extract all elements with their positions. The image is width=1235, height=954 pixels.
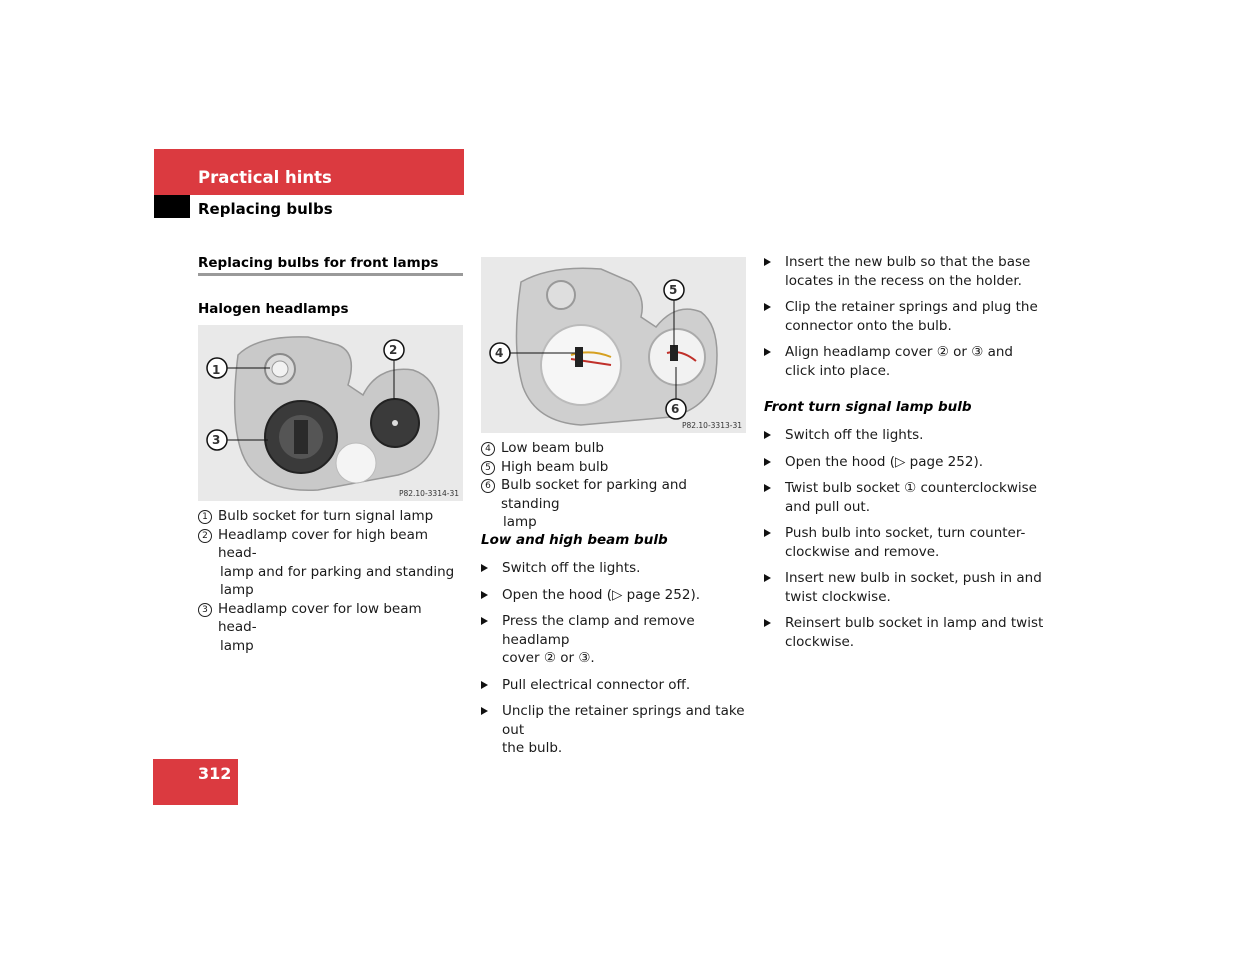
bullet-arrow-icon [481,707,488,715]
bullet-arrow-icon [764,458,771,466]
title-rule [198,273,463,276]
step-text: clockwise and remove. [785,543,940,560]
legend-item [481,439,746,458]
low-high-beam-heading: Low and high beam bulb [481,532,668,548]
bulb-install-steps [764,253,1044,388]
step-text: Insert new bulb in socket, push in and [785,570,1042,586]
figure-halogen-headlamp [198,325,463,501]
callout-4-label: 4 [495,346,504,360]
legend-item [198,600,463,637]
legend-number: 5 [481,461,495,475]
step-text: clockwise. [785,633,855,650]
legend-continuation [198,581,463,600]
legend-item [481,458,746,477]
bullet-arrow-icon [481,591,488,599]
step-item [764,453,1044,472]
legend-continuation [481,513,746,532]
step-text: Twist bulb socket ① counterclockwise [785,480,1037,496]
callout-3-label: 3 [212,433,221,447]
step-item [481,612,751,668]
step-text: Insert the new bulb so that the base [785,254,1031,270]
bullet-arrow-icon [481,564,488,572]
bullet-arrow-icon [481,681,488,689]
step-item [764,426,1044,445]
step-item [764,298,1044,335]
legend-text: Bulb socket for parking and standing [501,477,688,512]
step-text: locates in the recess on the holder. [785,272,1022,289]
legend-text: Low beam bulb [501,440,604,456]
subsection-title: Replacing bulbs [198,200,333,218]
figure-code: P82.10-3313-31 [681,421,742,430]
low-high-beam-steps [481,559,751,766]
legend-item [198,526,463,563]
step-item [481,676,751,695]
step-item [764,524,1044,561]
step-text: Reinsert bulb socket in lamp and twist [785,615,1044,631]
legend-number: 1 [198,510,212,524]
step-item [481,559,751,578]
bullet-arrow-icon [481,617,488,625]
figure-bulb-positions [481,257,746,433]
step-text: Align headlamp cover ② or ③ and [785,344,1013,360]
bulb-illustration [481,257,746,433]
turn-signal-heading: Front turn signal lamp bulb [764,399,972,415]
step-text: Pull electrical connector off. [502,676,691,693]
legend-text: lamp [503,514,537,530]
legend-text: High beam bulb [501,458,609,475]
bullet-arrow-icon [764,303,771,311]
step-text: cover ② or ③. [502,650,595,666]
bullet-arrow-icon [764,619,771,627]
step-text: Open the hood (▷ page 252). [502,586,701,603]
callout-2-label: 2 [389,343,398,357]
callout-6-label: 6 [671,402,680,416]
legend-item [481,476,746,513]
section-marker [154,195,190,218]
legend-number: 4 [481,442,495,456]
bullet-arrow-icon [764,529,771,537]
figure-code: P82.10-3314-31 [398,489,459,498]
legend-halogen [198,507,463,655]
step-text: twist clockwise. [785,588,891,605]
bullet-arrow-icon [764,431,771,439]
bullet-arrow-icon [764,258,771,266]
step-item [764,569,1044,606]
callout-1-label: 1 [212,363,221,377]
step-text: Unclip the retainer springs and take out [502,703,745,738]
legend-bulbs [481,439,746,532]
step-text: Open the hood (▷ page 252). [785,453,984,470]
step-item [764,614,1044,651]
bullet-arrow-icon [764,574,771,582]
turn-signal-steps [764,426,1044,659]
legend-item [198,507,463,526]
bullet-arrow-icon [764,484,771,492]
step-item [481,586,751,605]
step-text: Push bulb into socket, turn counter- [785,525,1026,541]
step-text: the bulb. [502,740,563,756]
legend-number: 6 [481,479,495,493]
column1-title: Replacing bulbs for front lamps [198,255,439,271]
section-title: Practical hints [198,168,332,187]
step-text: click into place. [785,362,891,379]
step-item [764,343,1044,380]
legend-text: Headlamp cover for high beam head- [218,526,429,561]
legend-text: lamp and for parking and standing [220,563,455,580]
legend-text: Headlamp cover for low beam head- [218,600,422,635]
step-item [481,702,751,758]
page-number: 312 [198,764,232,783]
legend-text: lamp [220,582,254,598]
step-item [764,253,1044,290]
halogen-subtitle: Halogen headlamps [198,301,349,317]
step-text: Switch off the lights. [502,560,641,576]
step-text: Clip the retainer springs and plug the [785,299,1038,315]
headlamp-illustration [198,325,463,501]
callout-5-label: 5 [669,283,678,297]
step-text: Switch off the lights. [785,427,924,443]
step-text: Press the clamp and remove headlamp [502,613,695,648]
step-text: connector onto the bulb. [785,317,952,334]
legend-continuation [198,637,463,656]
legend-number: 3 [198,603,212,617]
legend-text: Bulb socket for turn signal lamp [218,508,434,524]
bullet-arrow-icon [764,348,771,356]
legend-continuation [198,563,463,582]
step-text: and pull out. [785,498,871,515]
step-item [764,479,1044,516]
legend-number: 2 [198,529,212,543]
legend-text: lamp [220,637,254,654]
